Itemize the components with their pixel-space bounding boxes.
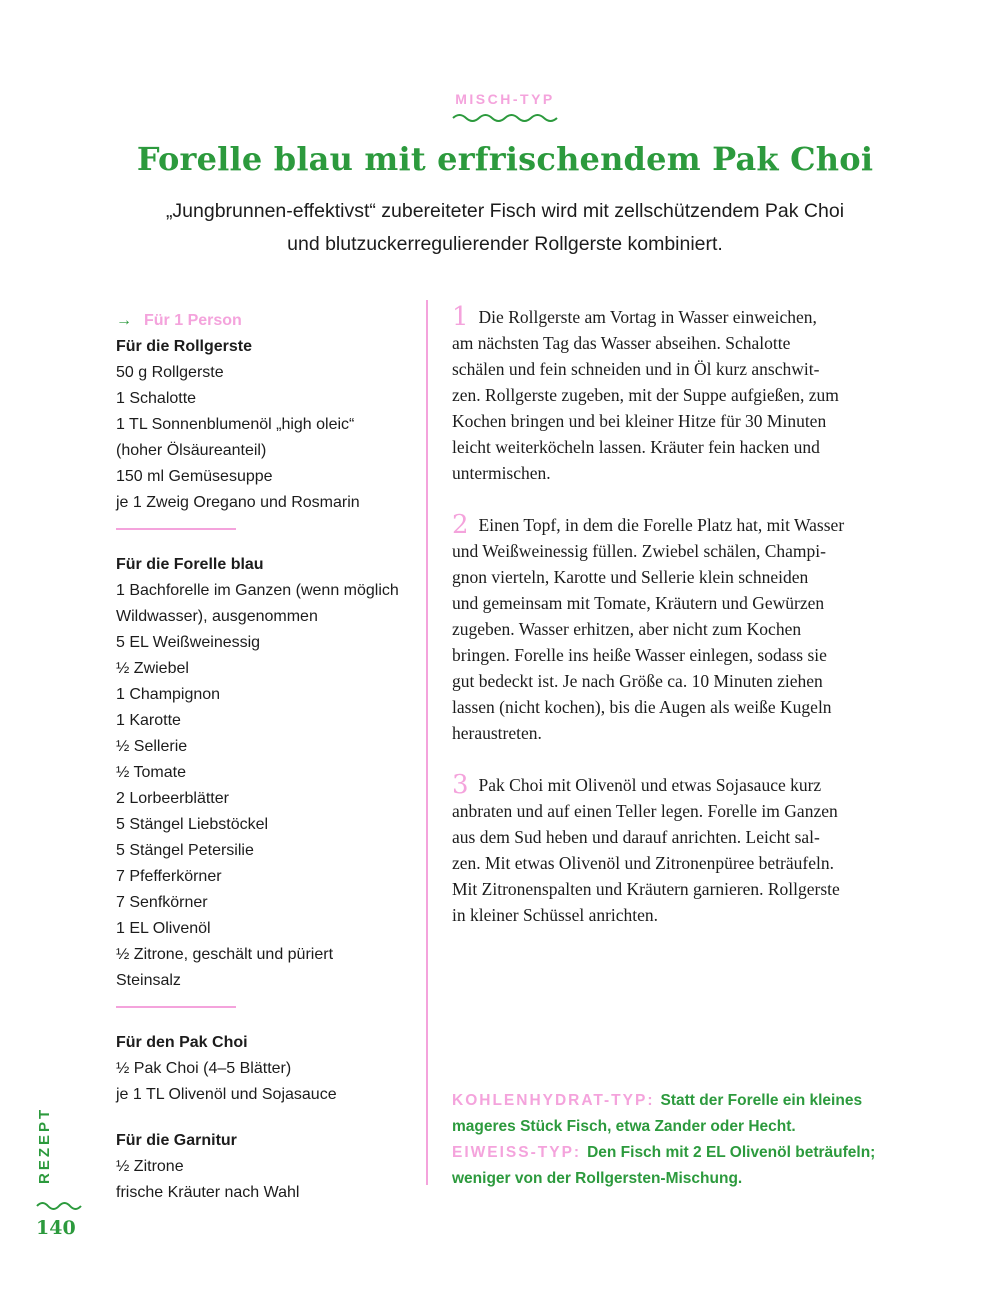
- ingredient-section-heading: Für die Garnitur: [116, 1132, 237, 1149]
- tip-line: mageres Stück Fisch, etwa Zander oder Hecht.: [452, 1118, 796, 1135]
- step-line: zen. Rollgerste zugeben, mit der Suppe aufgießen, zum: [452, 385, 839, 405]
- step-3: [452, 772, 897, 928]
- step-text: Pak Choi mit Olivenöl und etwas Sojasauce kurz: [478, 775, 822, 795]
- ingredient-item: ½ Tomate: [116, 764, 186, 781]
- ingredient-item: 150 ml Gemüsesuppe: [116, 468, 273, 485]
- section-side-label: REZEPT: [36, 1106, 53, 1184]
- step-line: untermischen.: [452, 463, 551, 483]
- tip-line: [452, 1140, 922, 1166]
- step-line: [452, 304, 897, 330]
- step-text: Die Rollgerste am Vortag in Wasser einweichen,: [478, 307, 817, 327]
- step-line: zugeben. Wasser erhitzen, aber nicht zum Kochen: [452, 619, 802, 639]
- tip-line: weniger von der Rollgersten-Mischung.: [452, 1170, 743, 1187]
- tip-label: KOHLENHYDRAT-TYP:: [452, 1092, 655, 1109]
- ingredient-item: ½ Zwiebel: [116, 660, 189, 677]
- ingredient-item: 5 EL Weißweinessig: [116, 634, 261, 651]
- ingredient-item: 7 Pfefferkörner: [116, 868, 222, 885]
- step-line: in kleiner Schüssel anrichten.: [452, 905, 659, 925]
- ingredient-item: 5 Stängel Liebstöckel: [116, 816, 269, 833]
- step-line: Kochen bringen und bei kleiner Hitze für 30 Minuten: [452, 411, 827, 431]
- ingredient-item: 1 EL Olivenöl: [116, 920, 211, 937]
- ingredient-section-heading: Für den Pak Choi: [116, 1034, 248, 1051]
- ingredient-item: (hoher Ölsäureanteil): [116, 442, 267, 459]
- subtitle-line: „Jungbrunnen-effektivst“ zubereiteter Fisch wird mit zellschützendem Pak Choi: [165, 200, 845, 222]
- step-line: gut bedeckt ist. Je nach Größe ca. 10 Minuten ziehen: [452, 671, 823, 691]
- step-line: heraustreten.: [452, 723, 542, 743]
- ingredient-section-garnitur: [116, 1128, 416, 1206]
- ingredient-item: 1 Bachforelle im Ganzen (wenn möglich: [116, 582, 399, 599]
- step-line: aus dem Sud heben und darauf anrichten. Leicht sal-: [452, 827, 820, 847]
- recipe-subtitle: [100, 195, 910, 261]
- step-line: gnon vierteln, Karotte und Sellerie klein schneiden: [452, 567, 809, 587]
- ingredient-item: ½ Zitrone, geschält und püriert: [116, 946, 334, 963]
- servings-label: Für 1 Person: [144, 312, 242, 329]
- step-line: bringen. Forelle ins heiße Wasser einlegen, sodass sie: [452, 645, 827, 665]
- ingredients-column: [116, 308, 416, 1206]
- step-line: leicht weiterköcheln lassen. Kräuter fein hacken und: [452, 437, 820, 457]
- ingredient-section-heading: Für die Forelle blau: [116, 556, 264, 573]
- arrow-right-icon: →: [116, 312, 132, 329]
- step-text: Einen Topf, in dem die Forelle Platz hat, mit Wasser: [478, 515, 845, 535]
- ingredient-item: 7 Senfkörner: [116, 894, 208, 911]
- ingredient-item: Steinsalz: [116, 972, 181, 989]
- tip-text: Statt der Forelle ein kleines: [660, 1092, 863, 1109]
- ingredient-section-pak-choi: [116, 1030, 416, 1108]
- recipe-title: Forelle blau mit erfrischendem Pak Choi: [136, 140, 874, 178]
- servings-line: [116, 308, 416, 334]
- ingredient-item: 1 Schalotte: [116, 390, 197, 407]
- page-number: 140: [36, 1217, 76, 1239]
- step-line: am nächsten Tag das Wasser abseihen. Schalotte: [452, 333, 791, 353]
- subtitle-line: und blutzuckerregulierender Rollgerste kombiniert.: [287, 233, 723, 255]
- ingredient-section-forelle: [116, 552, 416, 994]
- step-line: schälen und fein schneiden und in Öl kurz anschwit-: [452, 359, 820, 379]
- step-line: und gemeinsam mit Tomate, Kräutern und Gewürzen: [452, 593, 825, 613]
- step-line: zen. Mit etwas Olivenöl und Zitronenpüree beträufeln.: [452, 853, 834, 873]
- column-divider: [426, 300, 428, 1185]
- ingredient-item: je 1 TL Olivenöl und Sojasauce: [116, 1086, 337, 1103]
- ingredient-item: 2 Lorbeerblätter: [116, 790, 229, 807]
- ingredient-item: je 1 Zweig Oregano und Rosmarin: [116, 494, 360, 511]
- step-line: anbraten und auf einen Teller legen. Forelle im Ganzen: [452, 801, 838, 821]
- step-number: 1: [452, 302, 469, 332]
- step-2: [452, 512, 897, 746]
- section-divider: [116, 528, 236, 530]
- wave-divider-icon: [451, 112, 559, 124]
- step-line: Mit Zitronenspalten und Kräutern garnieren. Rollgerste: [452, 879, 840, 899]
- ingredient-item: 1 Karotte: [116, 712, 181, 729]
- wave-divider-icon: [35, 1200, 83, 1212]
- ingredient-item: 5 Stängel Petersilie: [116, 842, 254, 859]
- ingredient-item: 50 g Rollgerste: [116, 364, 224, 381]
- ingredient-item: 1 TL Sonnenblumenöl „high oleic“: [116, 416, 355, 433]
- section-divider: [116, 1006, 236, 1008]
- recipe-category: MISCH-TYP: [455, 91, 555, 107]
- ingredient-item: Wildwasser), ausgenommen: [116, 608, 318, 625]
- step-1: [452, 304, 897, 486]
- tip-text: Den Fisch mit 2 EL Olivenöl beträufeln;: [587, 1144, 876, 1161]
- section-gap: [116, 1108, 416, 1128]
- ingredient-section-rollgerste: [116, 334, 416, 516]
- step-line: [452, 512, 897, 538]
- step-line: lassen (nicht kochen), bis die Augen als weiße Kugeln: [452, 697, 832, 717]
- ingredient-item: ½ Zitrone: [116, 1158, 184, 1175]
- ingredient-section-heading: Für die Rollgerste: [116, 338, 253, 355]
- ingredient-item: ½ Pak Choi (4–5 Blätter): [116, 1060, 292, 1077]
- tip-label: EIWEISS-TYP:: [452, 1144, 582, 1161]
- type-tips: [452, 1088, 922, 1192]
- step-line: [452, 772, 897, 798]
- ingredient-item: ½ Sellerie: [116, 738, 188, 755]
- ingredient-item: frische Kräuter nach Wahl: [116, 1184, 300, 1201]
- step-number: 2: [452, 510, 469, 540]
- ingredient-item: 1 Champignon: [116, 686, 221, 703]
- steps-column: [452, 304, 897, 954]
- tip-line: [452, 1088, 922, 1114]
- step-line: und Weißweinessig füllen. Zwiebel schälen, Champi-: [452, 541, 826, 561]
- step-number: 3: [452, 770, 469, 800]
